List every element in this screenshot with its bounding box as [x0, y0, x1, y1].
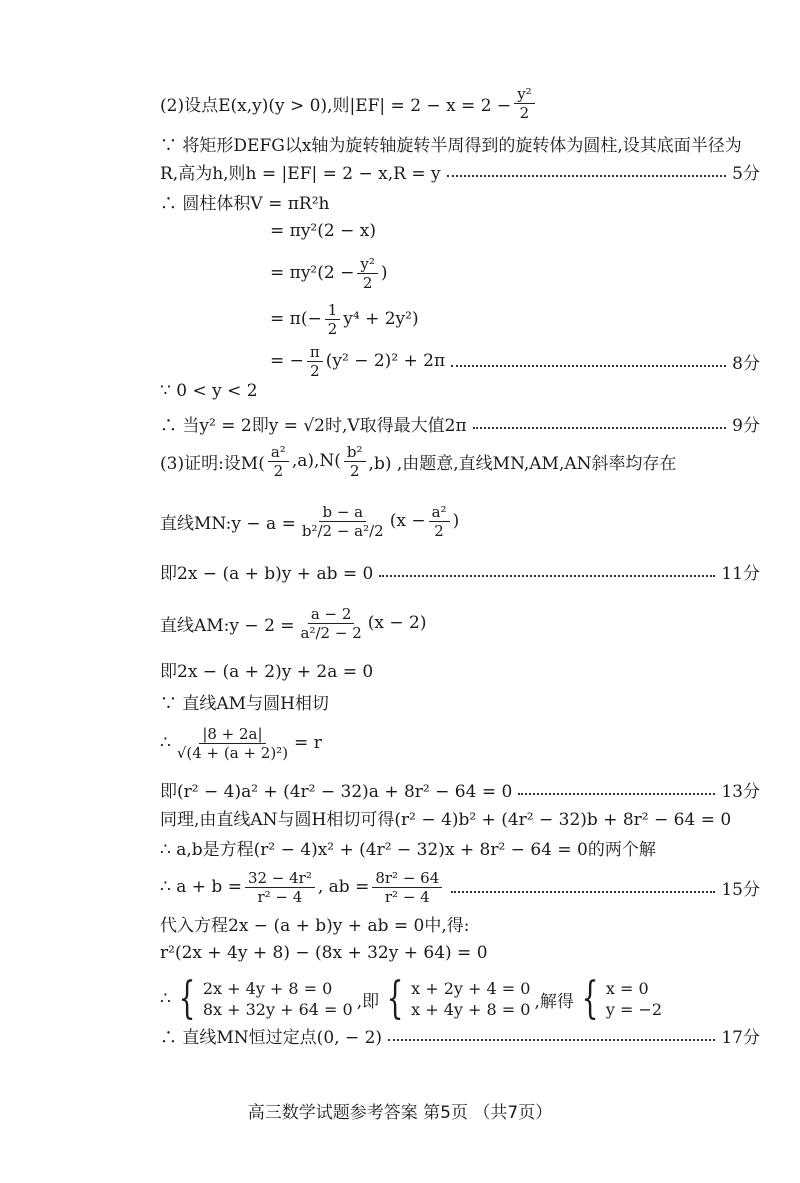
line-vieta: ∴ a + b = $\frac{\text{32 − 4r²}}{\text{r² − 4}}$ , ab = $\frac{\text{8r² − 64}}{\text{r² − 4}}$ 15分 [160, 868, 760, 906]
line-3-setup: (3)证明:设M( $\frac{\text{a²}}{2}$ ,a),N( $\frac{\text{b²}}{2}$ ,b) ,由题意,直线MN,AM,AN斜率均存在 [160, 442, 677, 480]
line-2-setup: (2)设点E(x,y)(y > 0),则|EF| = 2 − x = 2 − $\frac{\text{y²}}{2}$ [160, 86, 760, 120]
line-y-range: ∵ 0 < y < 2 [160, 381, 258, 401]
line-mn-equation: 直线MN:y − a = $\frac{b - a}{\text{b²/2 − a²/2}}$ (x − $\frac{\text{a²}}{2}$ ) [160, 502, 460, 540]
line-am-general: 即2x − (a + 2)y + 2a = 0 [160, 661, 374, 682]
score-label: 5分 [732, 163, 760, 184]
line-am-equation: 直线AM:y − 2 = $\frac{a - 2}{\text{a²/2 − 2}}$ (x − 2) [160, 604, 427, 642]
score-label: 11分 [721, 563, 760, 584]
score-label: 9分 [732, 415, 760, 436]
line-roots: ∴ a,b是方程(r² − 4)x² + (4r² − 32)x + 8r² − 64 = 0的两个解 [160, 839, 656, 860]
line-quadratic-a: 即(r² − 4)a² + (4r² − 32)a + 8r² − 64 = 0 13分 [160, 772, 760, 806]
line-max-volume: ∴ 当y² = 2即y = √2时,V取得最大值2π 9分 [160, 406, 760, 440]
line-mn-general: 即2x − (a + b)y + ab = 0 11分 [160, 554, 760, 588]
score-label: 8分 [732, 353, 760, 374]
line-rotation: ∵ 将矩形DEFG以x轴为旋转轴旋转半周得到的旋转体为圆柱,设其底面半径为 [160, 135, 742, 156]
line-tangent: ∵ 直线AM与圆H相切 [160, 693, 329, 714]
fraction: $\frac{\text{y²}}{2}$ [514, 85, 535, 122]
line-volume-step4: = − $\frac{\pi}{2}$ (y² − 2)² + 2π 8分 [270, 342, 760, 380]
line-volume: ∴ 圆柱体积V = πR²h [160, 193, 330, 214]
line-quadratic-b: 同理,由直线AN与圆H相切可得(r² − 4)b² + (4r² − 32)b + 8r² − 64 = 0 [160, 809, 732, 830]
page-footer: 高三数学试题参考答案 第5页 （共7页） [247, 1103, 553, 1123]
line-volume-step3: = π(− $\frac{1}{2}$ y⁴ + 2y²) [270, 300, 419, 338]
line-fixed-point: ∴ 直线MN恒过定点(0, − 2) 17分 [160, 1018, 760, 1052]
line-combined: r²(2x + 4y + 8) − (8x + 32y + 64) = 0 [160, 943, 488, 963]
line-volume-step1: = πy²(2 − x) [270, 221, 376, 241]
line-radius-height: R,高为h,则h = |EF| = 2 − x,R = y 5分 [160, 154, 760, 188]
line-distance: ∴ $\frac{|8 + 2a|}{\text{√(4 + (a + 2)²)}}$ = r [160, 724, 322, 762]
line-systems: ∴ { 2x + 4y + 8 = 0 8x + 32y + 64 = 0 ,即 { x + 2y + 4 = 0 x + 4y + 8 = 0 ,解得 { x = 0 y = −2 [160, 973, 663, 1024]
line-substitute: 代入方程2x − (a + b)y + ab = 0中,得: [160, 915, 470, 936]
score-label: 15分 [721, 879, 760, 900]
score-label: 17分 [721, 1027, 760, 1048]
line-volume-step2: = πy²(2 − $\frac{\text{y²}}{2}$ ) [270, 254, 388, 292]
score-label: 13分 [721, 781, 760, 802]
